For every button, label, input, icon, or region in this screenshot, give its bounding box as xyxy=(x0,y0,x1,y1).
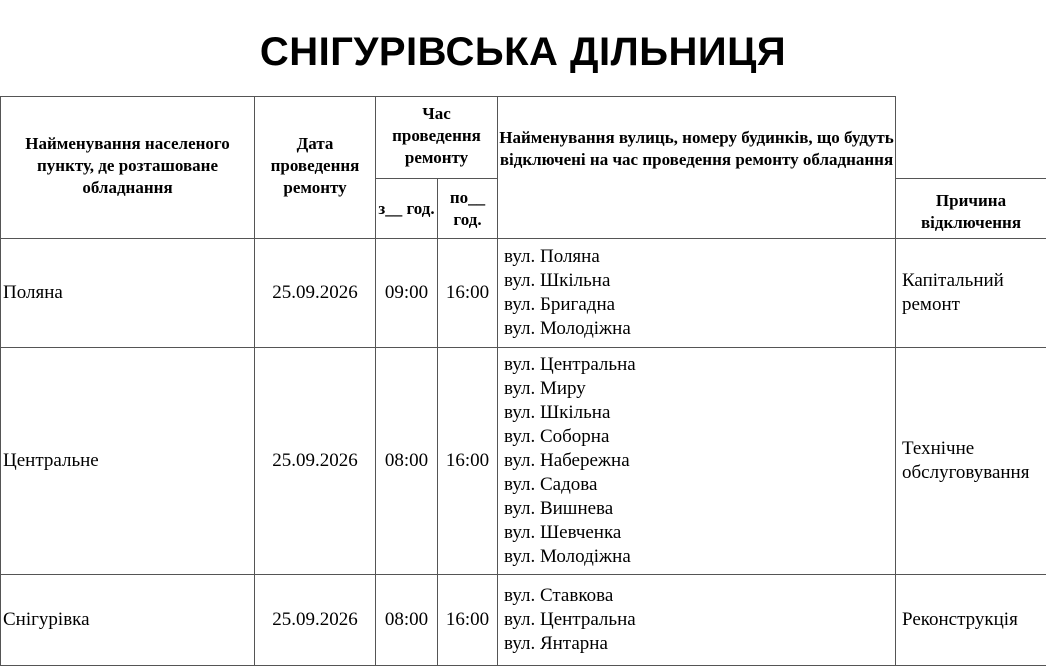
streets-cell xyxy=(498,575,896,666)
header-reason: Причина відключення xyxy=(896,179,1046,239)
street-item: вул. Миру xyxy=(504,377,895,401)
table-row xyxy=(1,348,1046,575)
header-time-from: з__ год. xyxy=(376,179,438,239)
street-item: вул. Набережна xyxy=(504,449,895,473)
street-item: вул. Шкільна xyxy=(504,269,895,293)
street-item: вул. Садова xyxy=(504,473,895,497)
settlement-cell: Снігурівка xyxy=(1,575,255,666)
street-item: вул. Вишнева xyxy=(504,497,895,521)
street-item: вул. Молодіжна xyxy=(504,545,895,569)
reason-cell: Реконструкція xyxy=(896,575,1046,666)
date-cell: 25.09.2026 xyxy=(255,239,376,348)
header-blank-cell xyxy=(896,97,1046,179)
time-from-cell: 08:00 xyxy=(376,348,438,575)
table-row xyxy=(1,575,1046,666)
street-item: вул. Поляна xyxy=(504,245,895,269)
street-item: вул. Бригадна xyxy=(504,293,895,317)
settlement-cell: Поляна xyxy=(1,239,255,348)
header-date: Дата проведення ремонту xyxy=(255,97,376,239)
streets-cell xyxy=(498,239,896,348)
date-cell: 25.09.2026 xyxy=(255,575,376,666)
street-item: вул. Соборна xyxy=(504,425,895,449)
time-to-cell: 16:00 xyxy=(438,239,498,348)
street-item: вул. Центральна xyxy=(504,353,895,377)
street-item: вул. Центральна xyxy=(504,608,895,632)
time-to-cell: 16:00 xyxy=(438,348,498,575)
header-settlement: Найменування населеного пункту, де розташоване обладнання xyxy=(1,97,255,239)
time-from-cell: 08:00 xyxy=(376,575,438,666)
reason-cell: Технічне обслуговування xyxy=(896,348,1046,575)
header-time-to: по__ год. xyxy=(438,179,498,239)
outage-schedule-table xyxy=(0,96,1046,666)
header-time: Час проведення ремонту xyxy=(376,97,498,179)
date-cell: 25.09.2026 xyxy=(255,348,376,575)
settlement-cell: Центральне xyxy=(1,348,255,575)
time-from-cell: 09:00 xyxy=(376,239,438,348)
street-item: вул. Молодіжна xyxy=(504,317,895,341)
street-item: вул. Янтарна xyxy=(504,632,895,656)
table-row xyxy=(1,239,1046,348)
time-to-cell: 16:00 xyxy=(438,575,498,666)
street-item: вул. Шевченка xyxy=(504,521,895,545)
street-item: вул. Ставкова xyxy=(504,584,895,608)
header-streets: Найменування вулиць, номеру будинків, що будуть відключені на час проведення ремонту обладнання xyxy=(498,97,896,239)
street-item: вул. Шкільна xyxy=(504,401,895,425)
reason-cell: Капітальний ремонт xyxy=(896,239,1046,348)
page-title: СНІГУРІВСЬКА ДІЛЬНИЦЯ xyxy=(0,30,1046,75)
streets-cell xyxy=(498,348,896,575)
